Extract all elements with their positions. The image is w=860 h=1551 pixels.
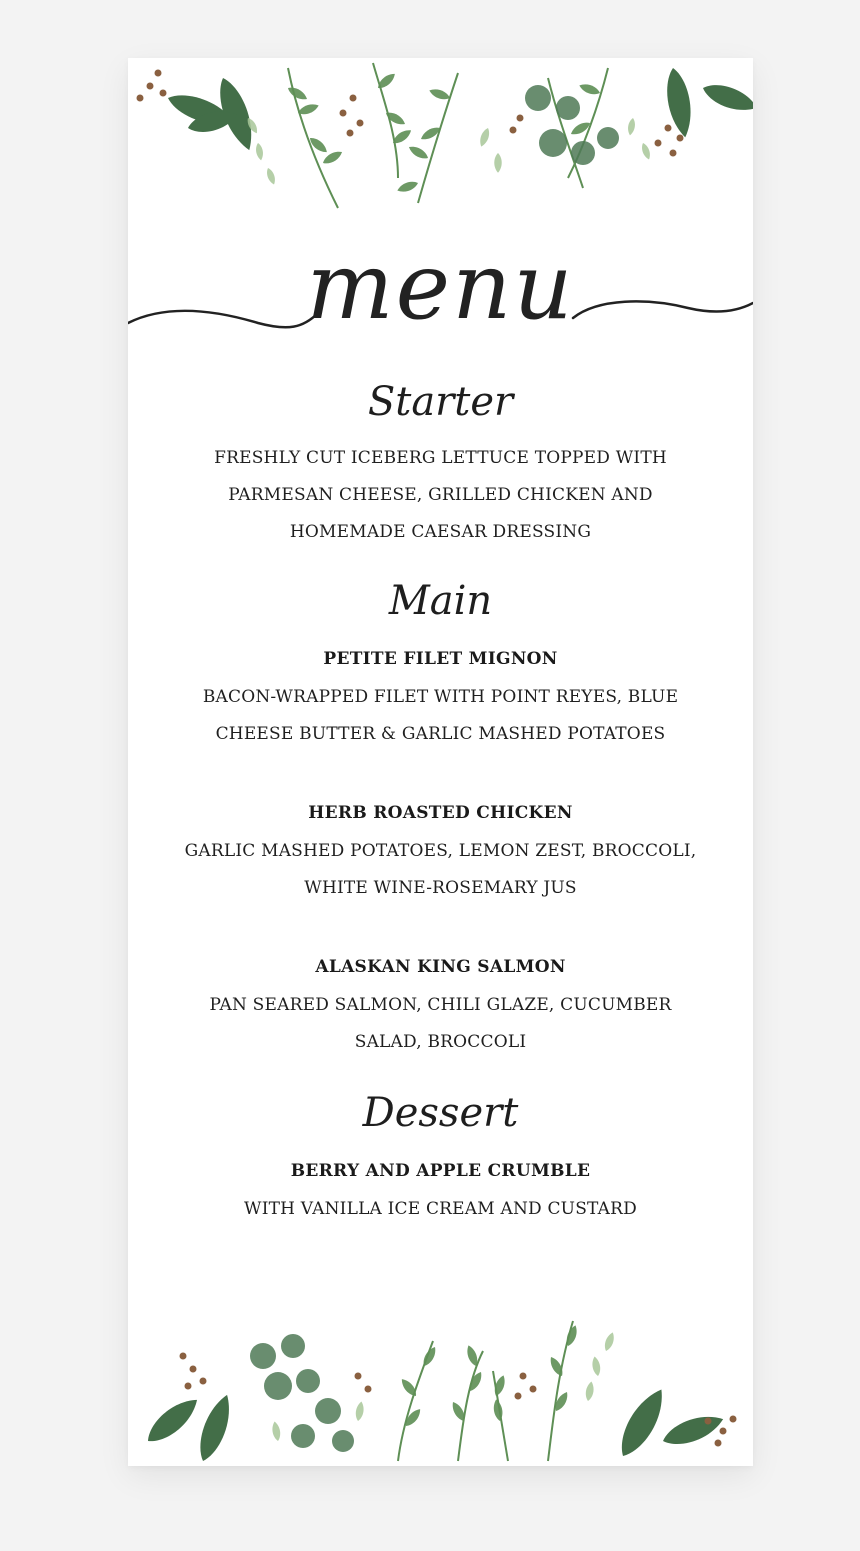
starter-line: FRESHLY CUT ICEBERG LETTUCE TOPPED WITH: [214, 448, 667, 468]
starter-section: [128, 378, 753, 551]
page-title: menu: [306, 233, 575, 340]
bottom-greenery-icon: [128, 1301, 753, 1466]
dish-description-line: SALAD, BROCCOLI: [354, 1032, 527, 1052]
dessert-heading: Dessert: [362, 1090, 519, 1136]
dish-item: [128, 947, 753, 1061]
dish-description-line: PAN SEARED SALMON, CHILI GLAZE, CUCUMBER: [209, 995, 672, 1015]
menu-content: [128, 378, 753, 1228]
dish-description-line: WHITE WINE-ROSEMARY JUS: [304, 878, 577, 898]
dish-name: ALASKAN KING SALMON: [315, 957, 566, 977]
main-heading: Main: [388, 578, 493, 624]
top-greenery-icon: [128, 58, 753, 223]
dish-description-line: CHEESE BUTTER & GARLIC MASHED POTATOES: [215, 724, 666, 744]
dish-name: HERB ROASTED CHICKEN: [308, 803, 573, 823]
dish-item: [128, 793, 753, 907]
starter-heading: Starter: [367, 379, 514, 425]
dessert-description-line: WITH VANILLA ICE CREAM AND CUSTARD: [244, 1199, 637, 1219]
dish-description-line: BACON-WRAPPED FILET WITH POINT REYES, BLUE: [202, 687, 679, 707]
starter-line: PARMESAN CHEESE, GRILLED CHICKEN AND: [228, 485, 653, 505]
dessert-section: [128, 1089, 753, 1228]
title-block: [128, 233, 753, 343]
menu-card: [128, 58, 753, 1466]
starter-line: HOMEMADE CAESAR DRESSING: [289, 522, 592, 542]
dish-name: PETITE FILET MIGNON: [323, 649, 558, 669]
dish-description-line: GARLIC MASHED POTATOES, LEMON ZEST, BROCCOLI,: [184, 841, 697, 861]
main-section: [128, 577, 753, 1061]
dessert-name: BERRY AND APPLE CRUMBLE: [290, 1161, 591, 1181]
dish-item: [128, 639, 753, 753]
